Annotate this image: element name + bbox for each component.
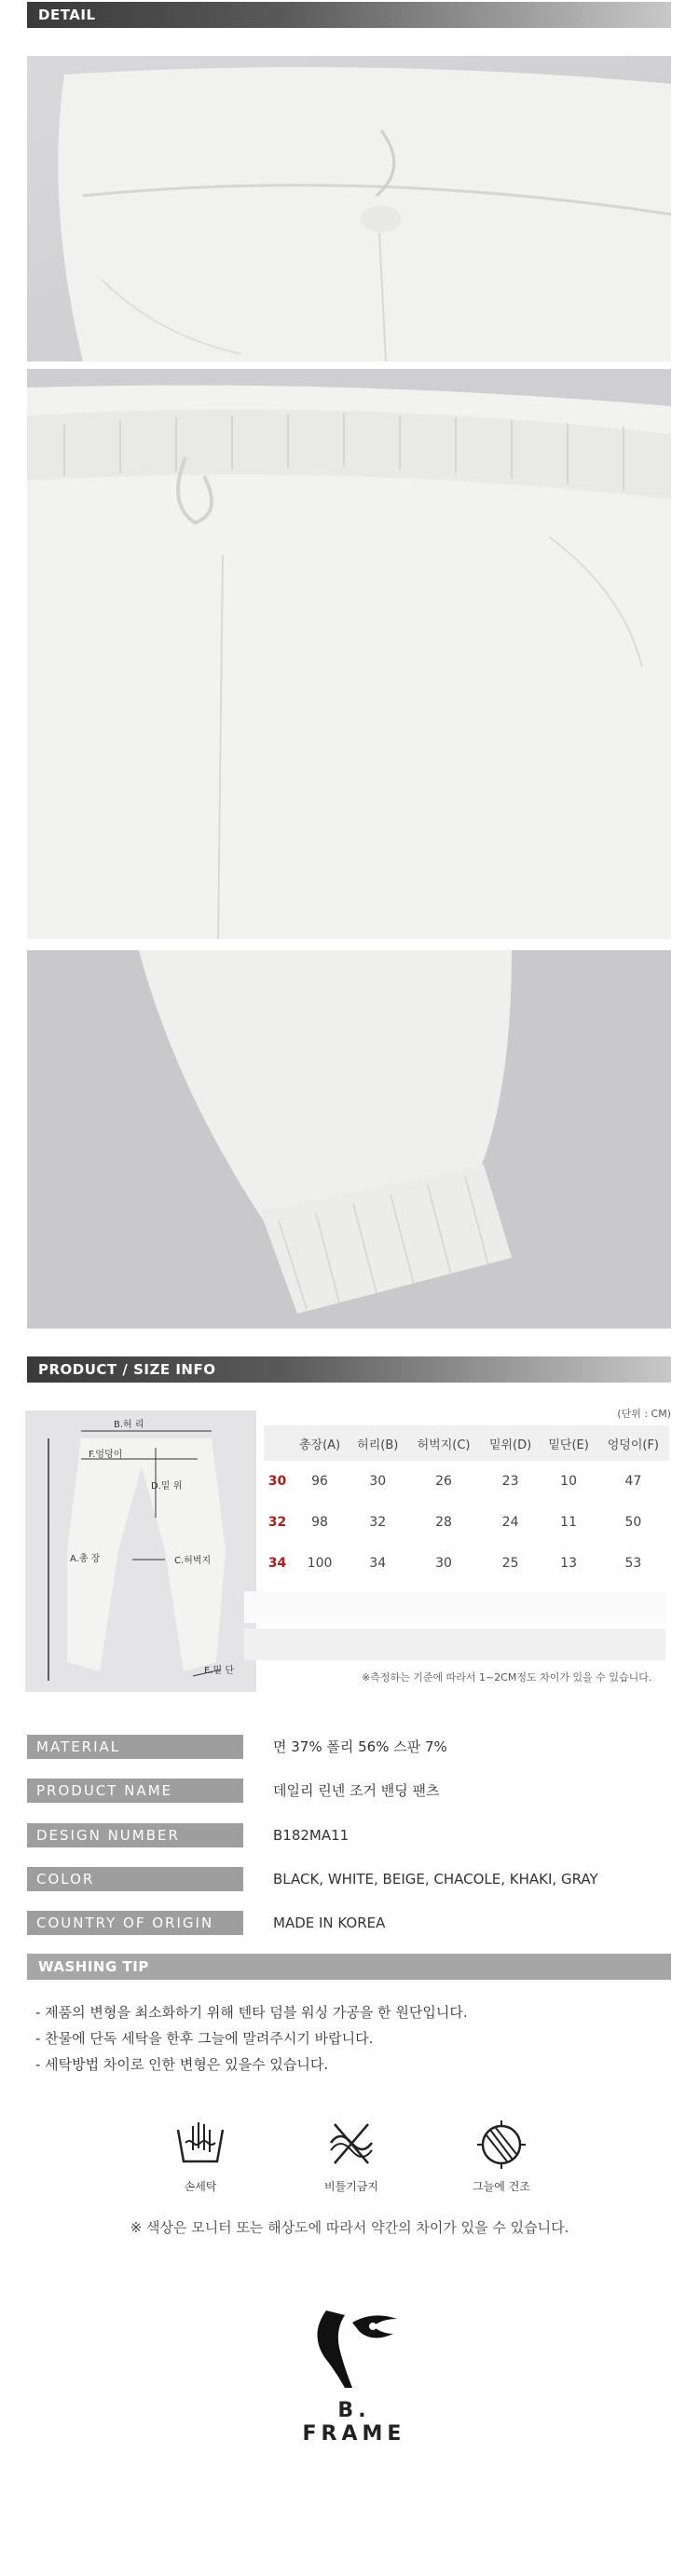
info-value: MADE IN KOREA xyxy=(273,1915,386,1931)
section-header-size-info: PRODUCT / SIZE INFO xyxy=(27,1356,671,1383)
info-row-color xyxy=(27,1867,671,1893)
info-value: 데일리 린넨 조거 밴딩 팬츠 xyxy=(273,1782,440,1799)
size-table-header xyxy=(264,1425,669,1461)
care-shade-dry xyxy=(464,2117,539,2194)
table-header-cell: 엉덩이(F) xyxy=(597,1425,669,1461)
size-table-empty-row xyxy=(244,1629,665,1660)
table-header-cell: 허리(B) xyxy=(349,1425,406,1461)
table-header-cell xyxy=(264,1425,291,1461)
table-cell: 50 xyxy=(624,1515,642,1530)
care-label: 손세탁 xyxy=(184,2180,217,2193)
color-disclaimer: ※ 색상은 모니터 또는 해상도에 따라서 약간의 차이가 있을 수 있습니다. xyxy=(130,2219,569,2236)
info-row-design-number xyxy=(27,1823,671,1849)
table-cell: 30 xyxy=(369,1474,387,1489)
hand-wash-icon xyxy=(172,2117,228,2169)
diagram-label-hip: F.엉덩이 xyxy=(89,1450,123,1460)
table-cell: 53 xyxy=(624,1556,642,1571)
table-row xyxy=(264,1543,669,1584)
info-value: 면 37% 폴리 56% 스판 7% xyxy=(273,1738,447,1755)
info-row-origin xyxy=(27,1911,671,1937)
info-value: B182MA11 xyxy=(273,1827,350,1844)
diagram-label-length: A.총 장 xyxy=(70,1554,101,1564)
table-cell: 47 xyxy=(624,1474,642,1489)
diagram-label-thigh: C.허벅지 xyxy=(174,1556,212,1566)
table-cell: 26 xyxy=(435,1474,452,1489)
diagram-label-rise: D.밑 위 xyxy=(151,1481,183,1492)
size-unit: (단위 : CM) xyxy=(617,1408,671,1420)
brand-name: B. FRAME xyxy=(302,2399,406,2446)
diagram-label-hem: E.밑 단 xyxy=(204,1666,234,1676)
washing-tips xyxy=(35,1999,468,2078)
care-label: 비틀기금지 xyxy=(324,2180,378,2193)
size-label: 32 xyxy=(267,1515,287,1530)
table-cell: 30 xyxy=(435,1556,452,1571)
table-cell: 96 xyxy=(311,1474,328,1489)
size-table-empty-row xyxy=(244,1591,665,1623)
care-label: 그늘에 건조 xyxy=(473,2180,530,2193)
table-cell: 34 xyxy=(369,1556,387,1571)
diagram-label-waist: B.허 리 xyxy=(114,1420,144,1430)
table-cell: 13 xyxy=(560,1556,577,1571)
no-wring-icon xyxy=(323,2117,379,2169)
info-key: MATERIAL xyxy=(27,1735,243,1759)
table-cell: 10 xyxy=(560,1474,577,1489)
size-note: ※측정하는 기준에 따라서 1~2CM정도 차이가 있을 수 있습니다. xyxy=(362,1671,652,1683)
table-cell: 98 xyxy=(311,1515,328,1530)
section-header-washing: WASHING TIP xyxy=(27,1954,671,1980)
table-cell: 23 xyxy=(501,1474,519,1489)
table-cell: 25 xyxy=(501,1556,519,1571)
info-key: DESIGN NUMBER xyxy=(27,1823,243,1847)
info-value: BLACK, WHITE, BEIGE, CHACOLE, KHAKI, GRAY xyxy=(273,1871,598,1888)
table-header-cell: 밑단(E) xyxy=(540,1425,596,1461)
table-row xyxy=(264,1502,669,1543)
brand-logo xyxy=(298,2306,410,2446)
table-cell: 32 xyxy=(369,1515,387,1530)
table-header-cell: 허벅지(C) xyxy=(406,1425,480,1461)
washing-tip: - 찬물에 단독 세탁을 한후 그늘에 말려주시기 바랍니다. xyxy=(35,2030,374,2047)
info-key: PRODUCT NAME xyxy=(27,1779,243,1803)
detail-photo-waistband-top xyxy=(27,56,671,361)
section-header-detail: DETAIL xyxy=(27,2,671,28)
shade-dry-icon xyxy=(473,2117,529,2169)
detail-photo-front xyxy=(27,369,671,939)
size-diagram xyxy=(25,1411,256,1692)
care-no-wring xyxy=(314,2117,389,2194)
care-hand-wash xyxy=(163,2117,238,2194)
table-cell: 24 xyxy=(501,1515,519,1530)
size-label: 30 xyxy=(267,1474,287,1489)
info-row-material xyxy=(27,1735,671,1761)
table-cell: 28 xyxy=(435,1515,452,1530)
table-cell: 11 xyxy=(560,1515,577,1530)
info-key: COUNTRY OF ORIGIN xyxy=(27,1911,243,1935)
table-header-cell: 총장(A) xyxy=(291,1425,349,1461)
table-header-cell: 밑위(D) xyxy=(481,1425,541,1461)
size-label: 34 xyxy=(267,1556,287,1571)
info-row-product-name xyxy=(27,1779,671,1805)
size-table xyxy=(264,1425,669,1584)
table-cell: 100 xyxy=(307,1556,333,1571)
face-logo-icon xyxy=(308,2306,401,2390)
info-key: COLOR xyxy=(27,1867,243,1891)
table-row xyxy=(264,1461,669,1502)
washing-tip: - 세탁방법 차이로 인한 변형은 있을수 있습니다. xyxy=(35,2056,329,2073)
washing-tip: - 제품의 변형을 최소화하기 위해 텐타 덤블 워싱 가공을 한 원단입니다. xyxy=(35,2004,468,2021)
detail-photo-cuff xyxy=(27,950,671,1329)
